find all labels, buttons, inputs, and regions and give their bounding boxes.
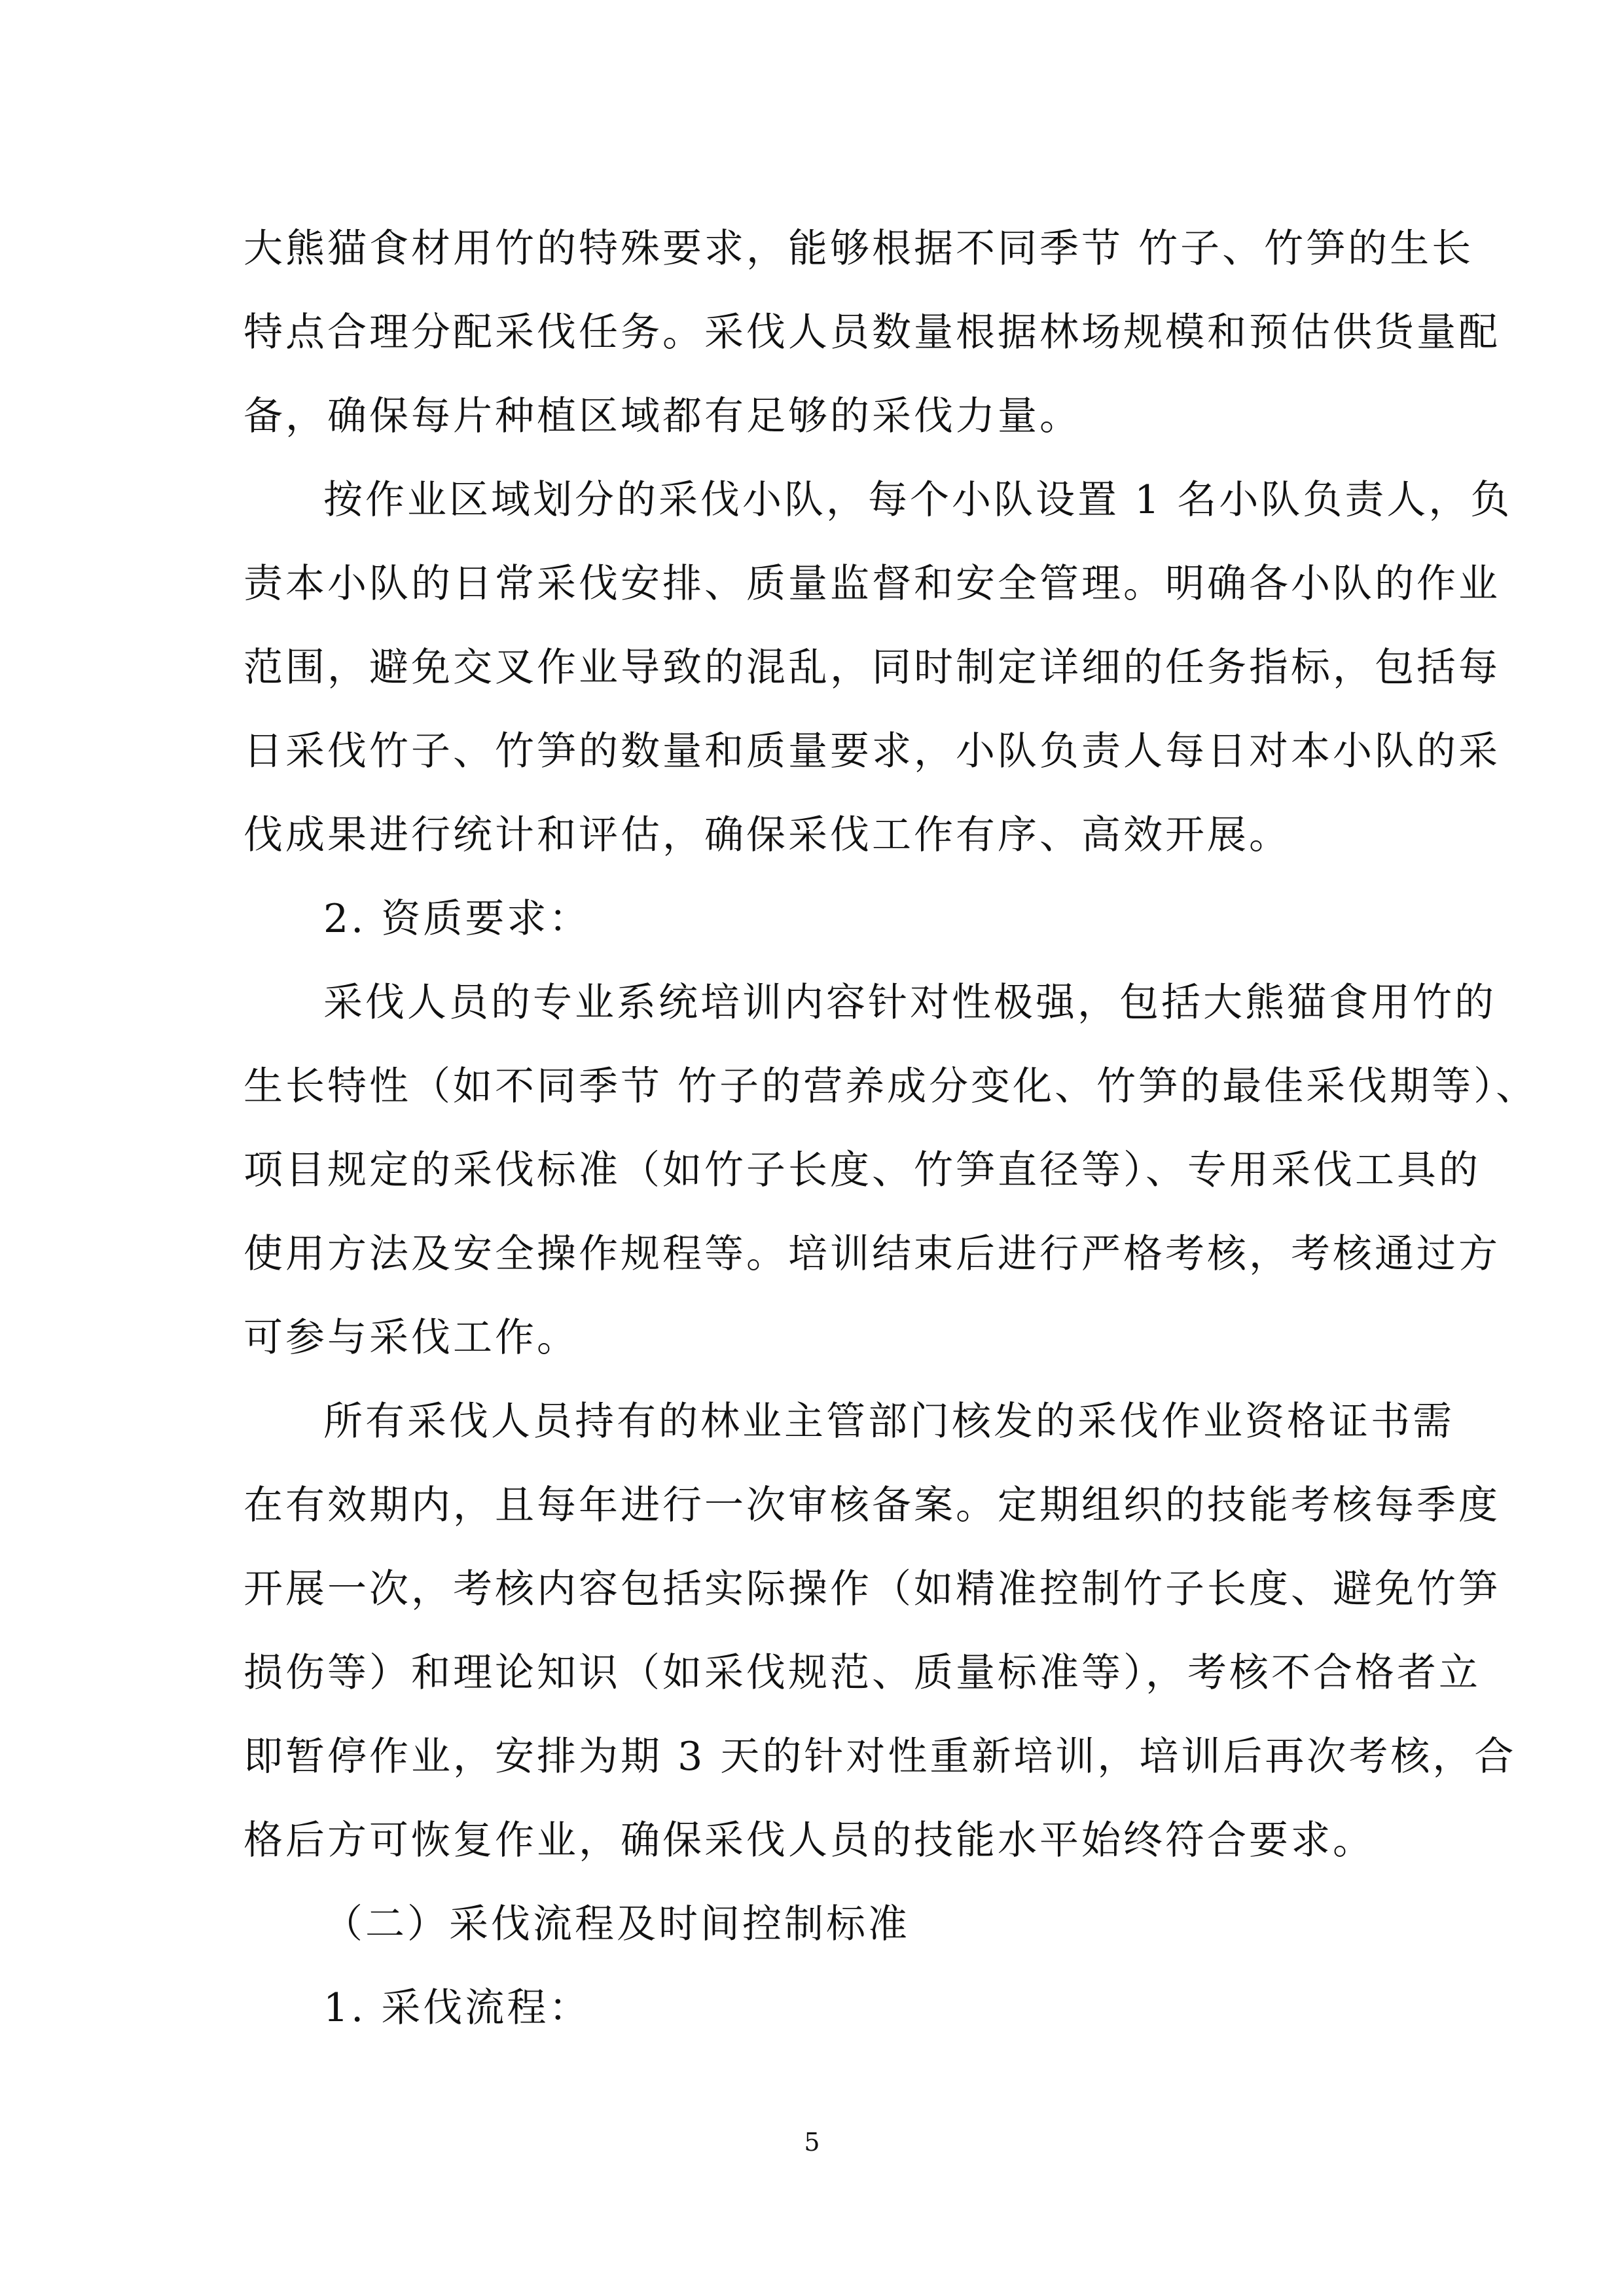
text-line: 损伤等）和理论知识（如采伐规范、质量标准等），考核不合格者立	[244, 1650, 1481, 1696]
text-line: 在有效期内，且每年进行一次审核备案。定期组织的技能考核每季度	[244, 1482, 1500, 1528]
text-line: 项目规定的采伐标准（如竹子长度、竹笋直径等）、专用采伐工具的	[244, 1147, 1481, 1193]
page-number: 5	[804, 2128, 820, 2157]
section-heading	[244, 1966, 1396, 2050]
text-line: 伐成果进行统计和评估，确保采伐工作有序、高效开展。	[244, 812, 1291, 858]
paragraph	[244, 207, 1500, 458]
text-line: 大熊猫食材用竹的特殊要求，能够根据不同季节 竹子、竹笋的生长	[244, 226, 1474, 272]
text-line: 可参与采伐工作。	[244, 1315, 579, 1361]
text-line: 备，确保每片种植区域都有足够的采伐力量。	[244, 393, 1081, 439]
paragraph	[244, 1380, 1517, 1882]
text-line: 范围，避免交叉作业导致的混乱，同时制定详细的任务指标，包括每	[244, 645, 1500, 691]
text-line: 采伐人员的专业系统培训内容针对性极强，包括大熊猫食用竹的	[323, 980, 1496, 1026]
text-line: 1. 采伐流程：	[323, 1985, 591, 2031]
text-line: 2. 资质要求：	[323, 896, 591, 942]
text-line: 开展一次，考核内容包括实际操作（如精准控制竹子长度、避免竹笋	[244, 1566, 1500, 1612]
text-line: 使用方法及安全操作规程等。培训结束后进行严格考核，考核通过方	[244, 1231, 1500, 1277]
text-line: 日采伐竹子、竹笋的数量和质量要求，小队负责人每日对本小队的采	[244, 728, 1500, 774]
text-line: 即暂停作业，安排为期 3 天的针对性重新培训，培训后再次考核，合	[244, 1734, 1517, 1780]
text-line: （二）采伐流程及时间控制标准	[323, 1901, 910, 1947]
text-line: 按作业区域划分的采伐小队，每个小队设置 1 名小队负责人，负	[323, 477, 1513, 523]
paragraph	[244, 961, 1538, 1380]
text-line: 格后方可恢复作业，确保采伐人员的技能水平始终符合要求。	[244, 1818, 1375, 1863]
section-heading	[244, 1882, 1396, 1966]
paragraph	[244, 458, 1513, 877]
text-line: 责本小队的日常采伐安排、质量监督和安全管理。明确各小队的作业	[244, 561, 1500, 607]
text-line: 所有采伐人员持有的林业主管部门核发的采伐作业资格证书需	[323, 1399, 1454, 1444]
text-line: 生长特性（如不同季节 竹子的营养成分变化、竹笋的最佳采伐期等）、	[244, 1064, 1538, 1109]
text-line: 特点合理分配采伐任务。采伐人员数量根据林场规模和预估供货量配	[244, 310, 1500, 355]
section-heading	[244, 877, 1396, 961]
body-text	[244, 207, 1538, 2050]
